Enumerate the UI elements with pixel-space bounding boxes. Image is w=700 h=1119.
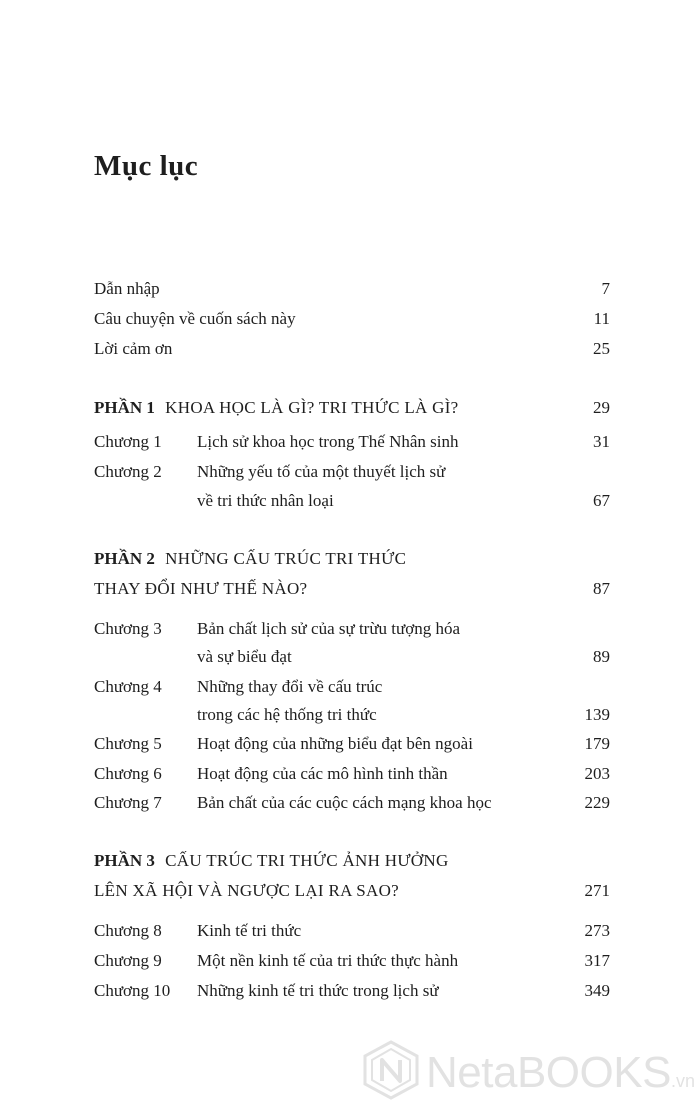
toc-page-number: 349	[584, 981, 610, 1000]
toc-page-number: 11	[593, 309, 610, 328]
chapter-title-continued: về tri thức nhân loại	[197, 491, 334, 510]
toc-entry-intro[interactable]	[94, 278, 610, 300]
neta-logo-icon	[362, 1040, 420, 1105]
toc-page-number: 139	[584, 705, 610, 724]
chapter-label: Chương 5	[94, 734, 162, 753]
chapter-title: Lịch sử khoa học trong Thế Nhân sinh	[197, 432, 459, 451]
toc-page-number: 25	[593, 339, 610, 358]
chapter-title-continued: và sự biểu đạt	[197, 647, 292, 666]
page-title: Mục lục	[94, 150, 199, 182]
chapter-label: Chương 2	[94, 462, 162, 481]
toc-entry-acknowledgements[interactable]	[94, 338, 610, 360]
toc-page-number: 67	[593, 491, 610, 510]
toc-page-number: 29	[593, 398, 610, 417]
toc-page-number: 229	[584, 793, 610, 812]
toc-part-1[interactable]	[94, 397, 610, 419]
toc-part-2[interactable]	[94, 548, 610, 570]
chapter-title: Hoạt động của những biểu đạt bên ngoài	[197, 734, 473, 753]
toc-entry-title: Lời cảm ơn	[94, 339, 173, 358]
chapter-label: Chương 8	[94, 921, 162, 940]
toc-part-2-cont	[94, 578, 610, 600]
part-title-continued: THAY ĐỔI NHƯ THẾ NÀO?	[94, 579, 308, 598]
toc-page-number: 179	[584, 734, 610, 753]
part-title: KHOA HỌC LÀ GÌ? TRI THỨC LÀ GÌ?	[165, 398, 459, 417]
toc-part-3[interactable]	[94, 850, 610, 872]
toc-page-number: 203	[584, 764, 610, 783]
toc-page-number: 31	[593, 432, 610, 451]
toc-entry-story[interactable]	[94, 308, 610, 330]
chapter-title: Bản chất của các cuộc cách mạng khoa học	[197, 793, 492, 812]
watermark-brand: NetaBOOKS.vn	[426, 1047, 695, 1097]
chapter-title: Những thay đổi về cấu trúc	[197, 677, 383, 696]
part-label: PHẦN 2	[94, 549, 155, 568]
chapter-label: Chương 4	[94, 677, 162, 696]
chapter-label: Chương 6	[94, 764, 162, 783]
chapter-label: Chương 3	[94, 619, 162, 638]
toc-entry-title: Dẫn nhập	[94, 279, 160, 298]
toc-page-number: 7	[601, 279, 610, 298]
chapter-title: Những kinh tế tri thức trong lịch sử	[197, 981, 439, 1000]
chapter-label: Chương 10	[94, 981, 171, 1000]
chapter-title: Những yếu tố của một thuyết lịch sử	[197, 462, 446, 481]
watermark	[362, 1040, 695, 1105]
chapter-title: Hoạt động của các mô hình tinh thần	[197, 764, 448, 783]
toc-page-number: 317	[584, 951, 610, 970]
chapter-label: Chương 1	[94, 432, 162, 451]
toc-entry-title: Câu chuyện về cuốn sách này	[94, 309, 296, 328]
toc-page-number: 273	[584, 921, 610, 940]
toc-page-number: 87	[593, 579, 610, 598]
part-label: PHẦN 1	[94, 398, 155, 417]
part-title: NHỮNG CẤU TRÚC TRI THỨC	[165, 549, 407, 568]
chapter-title: Kinh tế tri thức	[197, 921, 302, 940]
part-title: CẤU TRÚC TRI THỨC ẢNH HƯỞNG	[165, 851, 449, 870]
part-label: PHẦN 3	[94, 851, 155, 870]
chapter-title: Một nền kinh tế của tri thức thực hành	[197, 951, 459, 970]
part-title-continued: LÊN XÃ HỘI VÀ NGƯỢC LẠI RA SAO?	[94, 881, 400, 900]
chapter-label: Chương 7	[94, 793, 162, 812]
toc-page-number: 89	[593, 647, 610, 666]
toc-part-3-cont	[94, 880, 610, 902]
chapter-label: Chương 9	[94, 951, 162, 970]
chapter-title: Bản chất lịch sử của sự trừu tượng hóa	[197, 619, 461, 638]
chapter-title-continued: trong các hệ thống tri thức	[197, 705, 377, 724]
toc-page-number: 271	[584, 881, 610, 900]
